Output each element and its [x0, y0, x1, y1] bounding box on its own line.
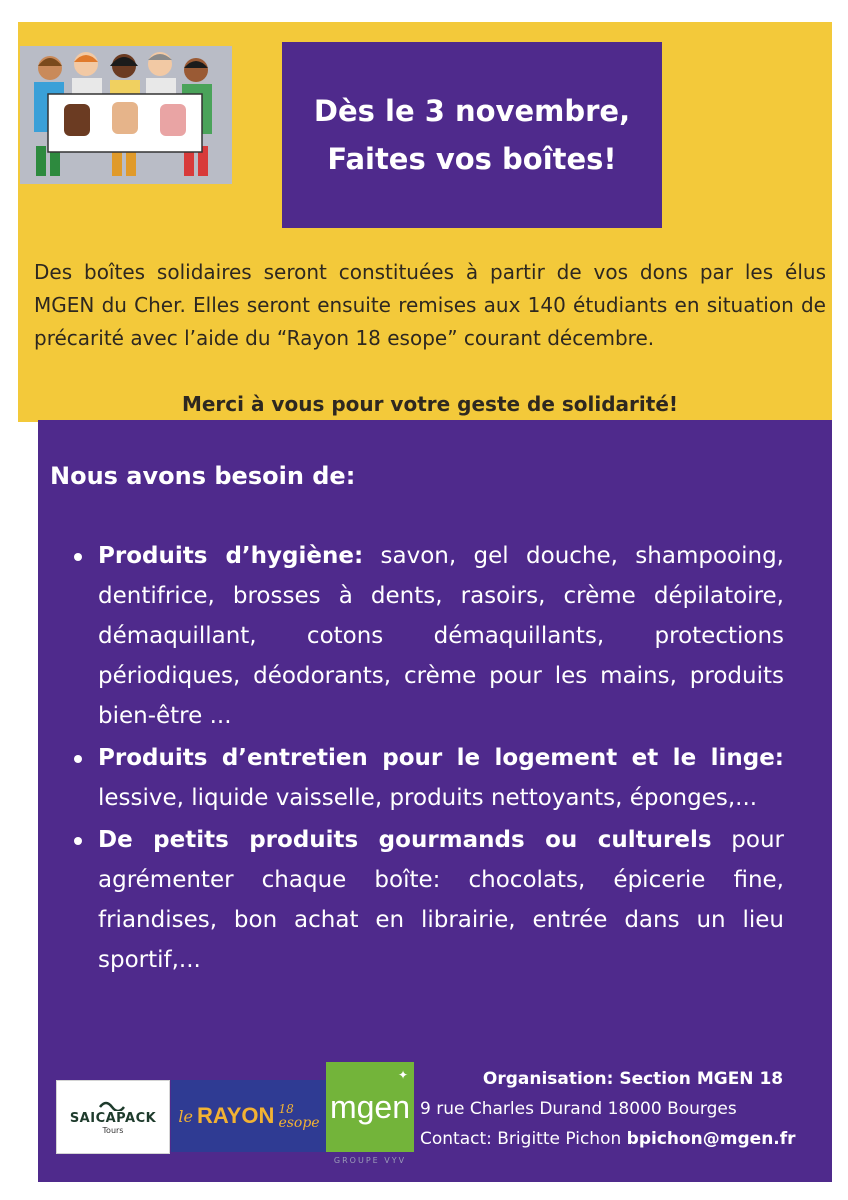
email-link[interactable]: bpichon@mgen.fr: [626, 1129, 796, 1149]
rayon-sub: esope: [278, 1115, 320, 1131]
item-bold-label: De petits produits gourmands ou culturels: [98, 827, 712, 853]
item-text: pour agrémenter chaque boîte: chocolats, épicerie fine, friandises, bon achat en librairie, entrée dans un lieu sportif,...: [98, 827, 784, 973]
bullet-icon: [74, 837, 82, 845]
saica-swirl-icon: [98, 1099, 128, 1111]
organisation-line: Organisation: Section MGEN 18: [482, 1069, 784, 1089]
bullet-icon: [74, 553, 82, 561]
footer-contact: [420, 1064, 826, 1154]
groupe-vyv-label: GROUPE VYV: [333, 1156, 407, 1165]
people-raised-fists-icon: [20, 46, 232, 184]
rayon-num: 18: [278, 1102, 294, 1116]
star-icon: ✦: [397, 1068, 408, 1082]
title-line-1: Dès le 3 novembre,: [313, 94, 631, 128]
title-box: [282, 42, 662, 228]
item-text: lessive, liquide vaisselle, produits nettoyants, éponges,...: [98, 785, 758, 811]
list-item: [72, 536, 784, 736]
contact-line: [420, 1124, 826, 1154]
item-bold-label: Produits d’entretien pour le logement et le linge:: [98, 745, 784, 771]
bullet-icon: [74, 755, 82, 763]
rayon-pre: le: [178, 1106, 193, 1126]
list-item: [72, 820, 784, 980]
title-line-2: Faites vos boîtes!: [327, 142, 617, 176]
mgen-logo: [326, 1062, 414, 1152]
item-text: savon, gel douche, shampooing, dentifrice, brosses à dents, rasoirs, crème dépilatoire, démaquillant, cotons démaquillants, protections périodiques, déodorants, crème pour les mains, produits bien-être ...: [98, 543, 784, 729]
protest-illustration: [20, 46, 232, 184]
mgen-text: mgen: [329, 1088, 411, 1125]
thanks-line: Merci à vous pour votre geste de solidarité!: [181, 392, 679, 416]
intro-paragraph: Des boîtes solidaires seront constituées à partir de vos dons par les élus MGEN du Cher. Elles seront ensuite remises aux 140 étudiants en situation de précarité avec l’aide du “Rayon 18 esope” courant décembre.: [34, 260, 826, 350]
needs-heading: Nous avons besoin de:: [50, 462, 356, 490]
saicapack-logo: [56, 1080, 170, 1154]
contact-label: Contact: Brigitte Pichon: [420, 1129, 627, 1149]
list-item: [72, 738, 784, 818]
rayon-main: RAYON: [197, 1103, 275, 1128]
saica-brand: SAICAPACK: [69, 1111, 157, 1126]
needs-list: [72, 536, 784, 982]
saica-sub: Tours: [102, 1126, 124, 1135]
address-line: 9 rue Charles Durand 18000 Bourges: [420, 1099, 737, 1119]
rayon-logo: [171, 1080, 327, 1152]
item-bold-label: Produits d’hygiène:: [98, 543, 364, 569]
